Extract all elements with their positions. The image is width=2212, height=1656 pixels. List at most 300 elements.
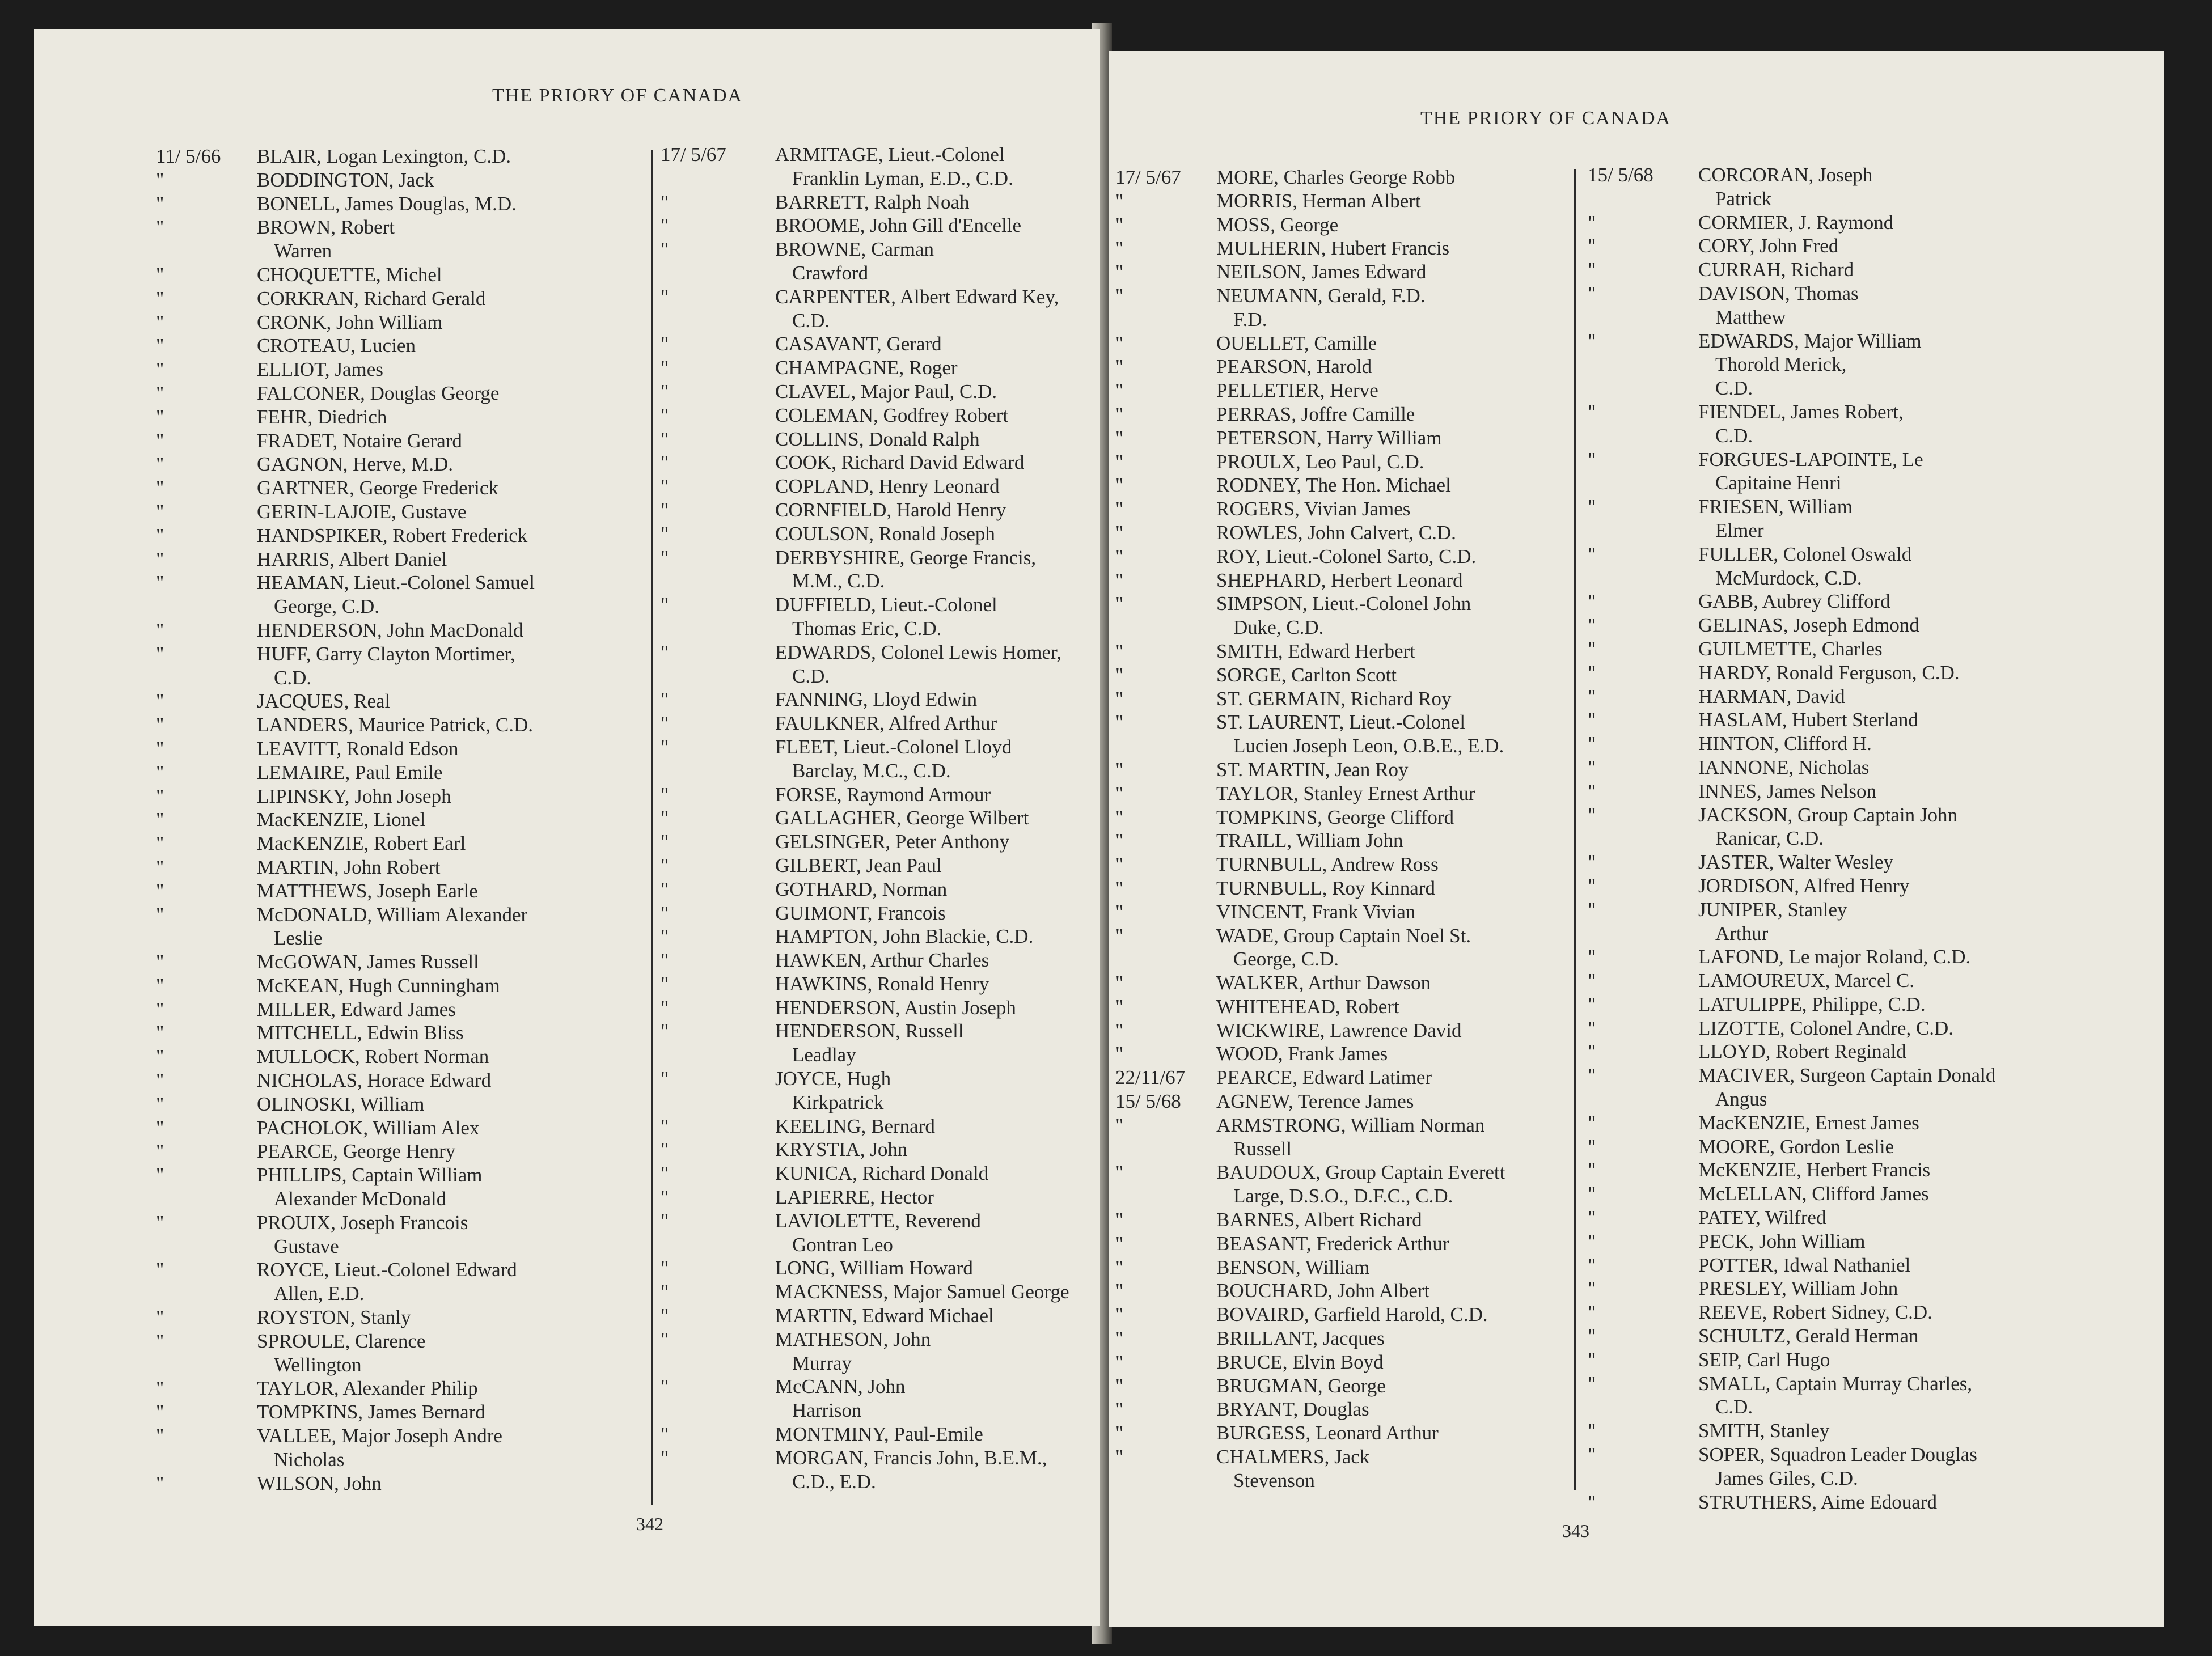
- entry-name-line: LATULIPPE, Philippe, C.D.: [1698, 993, 1926, 1015]
- entry-date: ": [156, 1401, 164, 1424]
- entry-name: [1698, 1443, 2160, 1490]
- list-item: [661, 498, 1092, 522]
- entry-name-line: LAVIOLETTE, Reverend: [775, 1209, 981, 1232]
- entry-date: ": [661, 238, 669, 261]
- entry-name: [775, 1138, 1092, 1162]
- list-item: [1588, 1040, 2160, 1064]
- list-item: [1588, 1064, 2160, 1111]
- entry-date: ": [1115, 876, 1124, 899]
- entry-date: ": [156, 951, 164, 973]
- entry-name: [257, 1092, 683, 1116]
- entry-name-line: RODNEY, The Hon. Michael: [1216, 474, 1451, 497]
- entry-name-line: CHOQUETTE, Michel: [257, 263, 442, 286]
- entry-name-line: PEARSON, Harold: [1216, 355, 1372, 378]
- entry-date: ": [1588, 543, 1596, 565]
- entry-date: ": [156, 524, 164, 547]
- entry-name: [257, 168, 683, 192]
- list-item: [661, 1138, 1092, 1162]
- entry-name-line: HAWKEN, Arthur Charles: [775, 949, 989, 972]
- list-item: [661, 522, 1092, 546]
- list-item: [1115, 829, 1609, 853]
- list-item: [661, 1422, 1092, 1446]
- list-item: [156, 879, 683, 903]
- entry-name: [1216, 782, 1609, 806]
- entry-date: ": [661, 925, 669, 948]
- list-item: [661, 1375, 1092, 1422]
- entry-date: ": [156, 263, 164, 286]
- list-item: [1588, 1158, 2160, 1182]
- entry-name-line: MORRIS, Herman Albert: [1216, 189, 1421, 212]
- entry-date: ": [1588, 685, 1596, 708]
- entry-name-line: POTTER, Idwal Nathaniel: [1698, 1253, 1911, 1276]
- entry-date: ": [156, 737, 164, 760]
- list-item: [661, 901, 1092, 925]
- entry-date: ": [1588, 495, 1596, 518]
- list-item: [156, 1400, 683, 1424]
- entry-name-line: MULLOCK, Robert Norman: [257, 1045, 489, 1068]
- entry-date: ": [661, 190, 669, 213]
- entry-name: [257, 358, 683, 382]
- entry-date: ": [1115, 521, 1124, 544]
- entry-date: ": [1588, 282, 1596, 304]
- entry-name-line: CASAVANT, Gerard: [775, 333, 942, 355]
- list-item: [156, 1329, 683, 1377]
- entry-date: ": [156, 1045, 164, 1068]
- list-item: [1588, 850, 2160, 874]
- list-item: [1588, 1135, 2160, 1159]
- entry-name-line: GELSINGER, Peter Anthony: [775, 831, 1010, 853]
- entry-name: [1698, 1490, 2160, 1514]
- list-item: [1115, 236, 1609, 260]
- entry-name: [1216, 971, 1609, 995]
- entry-name: [1698, 1064, 2160, 1111]
- list-item: [661, 711, 1092, 735]
- entry-name: [257, 571, 683, 619]
- entry-name-line: GARTNER, George Frederick: [257, 477, 498, 499]
- entry-date: ": [156, 192, 164, 215]
- list-item: [1115, 1279, 1609, 1303]
- entry-name-continuation: Kirkpatrick: [792, 1091, 884, 1113]
- entry-name: [775, 190, 1092, 214]
- list-item: [661, 641, 1092, 688]
- entry-name-line: JACQUES, Real: [257, 690, 391, 713]
- entry-name-line: MACKNESS, Major Samuel George: [775, 1281, 1069, 1303]
- entry-name-continuation: C.D., E.D.: [792, 1470, 876, 1493]
- entry-name: [1216, 403, 1609, 426]
- list-item: [156, 1211, 683, 1259]
- entry-name: [775, 830, 1092, 854]
- entry-date: ": [1115, 1113, 1124, 1136]
- entry-name: [1216, 1066, 1609, 1090]
- list-item: [1588, 637, 2160, 661]
- entry-name-continuation: Thomas Eric, C.D.: [792, 617, 942, 639]
- list-item: [1115, 1303, 1609, 1327]
- list-item: [1115, 166, 1609, 189]
- list-item: [1115, 1019, 1609, 1043]
- column-divider: [651, 150, 653, 1505]
- entry-name-line: FORSE, Raymond Armour: [775, 783, 991, 806]
- entry-name-line: GALLAGHER, George Wilbert: [775, 807, 1029, 829]
- list-item: [1588, 945, 2160, 969]
- list-item: [156, 263, 683, 287]
- entry-name: [257, 524, 683, 548]
- entry-name-continuation: Allen, E.D.: [274, 1282, 365, 1305]
- list-item: [661, 427, 1092, 451]
- entry-name-line: PRESLEY, William John: [1698, 1277, 1898, 1300]
- entry-date: ": [156, 998, 164, 1020]
- list-item: [661, 190, 1092, 214]
- entry-name-line: MOSS, George: [1216, 213, 1339, 236]
- entry-name: [775, 356, 1092, 380]
- list-item: [661, 783, 1092, 807]
- list-item: [661, 854, 1092, 878]
- entry-name-line: MacKENZIE, Ernest James: [1698, 1111, 1919, 1134]
- entry-name: [1698, 400, 2160, 448]
- list-item: [1588, 756, 2160, 780]
- entry-name-continuation: Elmer: [1715, 519, 1764, 541]
- entry-name: [257, 689, 683, 713]
- entry-name: [257, 405, 683, 429]
- entry-name: [257, 713, 683, 737]
- entry-date: ": [661, 380, 669, 403]
- list-item: [156, 974, 683, 998]
- entry-date: ": [156, 405, 164, 428]
- entry-name-line: SIMPSON, Lieut.-Colonel John: [1216, 592, 1471, 615]
- list-item: [156, 903, 683, 951]
- entry-name-line: CHAMPAGNE, Roger: [775, 357, 958, 379]
- entry-name-continuation: C.D.: [1715, 424, 1753, 447]
- entry-name: [257, 1211, 683, 1259]
- entry-name-continuation: C.D.: [1715, 1396, 1753, 1418]
- entry-name-line: LLOYD, Robert Reginald: [1698, 1040, 1906, 1063]
- list-item: [661, 948, 1092, 972]
- entry-name: [1698, 850, 2160, 874]
- entry-date: ": [156, 1140, 164, 1163]
- entry-name-continuation: Arthur: [1715, 922, 1769, 945]
- entry-name-continuation: Thorold Merick,: [1715, 353, 1847, 376]
- page-number: 342: [636, 1514, 663, 1534]
- entry-name: [1216, 758, 1609, 782]
- entry-date: ": [1115, 592, 1124, 615]
- entry-name-line: TURNBULL, Andrew Ross: [1216, 853, 1439, 876]
- entry-name-line: GUIMONT, Francois: [775, 901, 946, 924]
- list-item: [661, 1115, 1092, 1138]
- entry-name: [1216, 1042, 1609, 1066]
- entry-name: [257, 476, 683, 500]
- entry-name: [1216, 426, 1609, 450]
- entry-name: [775, 1446, 1092, 1494]
- entry-name-line: CRONK, John William: [257, 311, 443, 333]
- list-item: [1588, 211, 2160, 235]
- entry-name: [257, 334, 683, 358]
- list-item: [661, 972, 1092, 996]
- entry-name: [1698, 613, 2160, 637]
- entry-name-line: NEILSON, James Edward: [1216, 261, 1427, 283]
- entry-date: 17/ 5/67: [661, 143, 726, 166]
- list-item: [1588, 732, 2160, 756]
- entry-name-line: JACKSON, Group Captain John: [1698, 803, 1957, 826]
- entry-name-line: ST. GERMAIN, Richard Roy: [1216, 687, 1452, 710]
- list-item: [1588, 448, 2160, 495]
- list-item: [661, 404, 1092, 427]
- entry-name-continuation: Capitaine Henri: [1715, 472, 1842, 494]
- entry-name-line: FORGUES-LAPOINTE, Le: [1698, 448, 1923, 471]
- list-item: [661, 285, 1092, 333]
- list-item: [1115, 213, 1609, 237]
- entry-name-line: LIZOTTE, Colonel Andre, C.D.: [1698, 1017, 1954, 1039]
- entry-name: [1698, 495, 2160, 543]
- entry-date: ": [156, 1164, 164, 1187]
- list-item: [1588, 234, 2160, 258]
- right-page: [1109, 51, 2164, 1627]
- entry-date: ": [661, 712, 669, 735]
- entry-name-line: COPLAND, Henry Leonard: [775, 475, 1000, 498]
- entry-name: [775, 878, 1092, 901]
- list-item: [661, 143, 1092, 190]
- entry-name: [1698, 803, 2160, 851]
- entry-name-line: BRUGMAN, George: [1216, 1374, 1386, 1397]
- list-item: [1588, 1111, 2160, 1135]
- list-item: [1115, 260, 1609, 284]
- list-item: [156, 808, 683, 832]
- entry-date: ": [661, 901, 669, 924]
- list-item: [1588, 803, 2160, 851]
- entry-date: ": [661, 972, 669, 995]
- entry-name-continuation: C.D.: [1715, 377, 1753, 400]
- list-item: [1115, 1161, 1609, 1208]
- entry-name: [1216, 1090, 1609, 1113]
- entry-name-line: GILBERT, Jean Paul: [775, 854, 942, 876]
- entry-name-line: BROWN, Robert: [257, 216, 395, 239]
- entry-date: ": [661, 357, 669, 379]
- entry-date: ": [661, 1257, 669, 1280]
- entry-name-line: HEAMAN, Lieut.-Colonel Samuel: [257, 571, 535, 594]
- entry-name-line: ROYCE, Lieut.-Colonel Edward: [257, 1259, 517, 1281]
- entry-name: [257, 452, 683, 476]
- entry-date: ": [1588, 1159, 1596, 1181]
- entry-name: [1698, 969, 2160, 993]
- entry-name: [1216, 995, 1609, 1019]
- list-item: [1588, 1277, 2160, 1301]
- entry-name: [775, 806, 1092, 830]
- list-item: [1588, 780, 2160, 803]
- entry-date: ": [1115, 189, 1124, 212]
- entry-date: ": [661, 949, 669, 972]
- list-item: [1115, 853, 1609, 876]
- entry-name: [1216, 545, 1609, 569]
- entry-name: [775, 925, 1092, 948]
- entry-date: ": [156, 761, 164, 783]
- entry-date: ": [661, 807, 669, 829]
- entry-name-line: NICHOLAS, Horace Edward: [257, 1069, 492, 1092]
- entry-name: [257, 761, 683, 785]
- list-item: [156, 713, 683, 737]
- entry-name-continuation: James Giles, C.D.: [1715, 1467, 1858, 1489]
- entry-name-line: TAYLOR, Stanley Ernest Arthur: [1216, 782, 1475, 804]
- list-item: [1115, 876, 1609, 900]
- list-item: [1115, 639, 1609, 663]
- entry-name-line: TRAILL, William John: [1216, 829, 1403, 852]
- list-item: [156, 358, 683, 382]
- entry-date: ": [1588, 1230, 1596, 1252]
- list-item: [1115, 710, 1609, 758]
- entry-name-line: JUNIPER, Stanley: [1698, 898, 1847, 921]
- entry-name-line: SMITH, Edward Herbert: [1216, 639, 1415, 662]
- entry-date: ": [1588, 235, 1596, 257]
- entry-name: [1216, 1327, 1609, 1350]
- entry-date: ": [1115, 355, 1124, 378]
- left-page: [34, 29, 1100, 1626]
- entry-date: ": [1588, 1017, 1596, 1039]
- entry-date: ": [156, 216, 164, 239]
- list-item: [661, 1446, 1092, 1494]
- entry-date: ": [1588, 1253, 1596, 1276]
- entry-name: [1698, 1111, 2160, 1135]
- entry-date: ": [156, 1329, 164, 1352]
- entry-name-line: BENSON, William: [1216, 1256, 1370, 1278]
- list-item: [156, 689, 683, 713]
- entry-name: [1698, 780, 2160, 803]
- entry-name: [257, 500, 683, 524]
- list-item: [1115, 355, 1609, 379]
- entry-date: ": [1588, 709, 1596, 731]
- entry-name: [1216, 639, 1609, 663]
- entry-date: ": [1115, 1280, 1124, 1302]
- entry-name: [775, 404, 1092, 427]
- entry-name: [257, 548, 683, 571]
- list-item: [156, 1424, 683, 1472]
- entry-name: [775, 143, 1092, 190]
- entry-name-line: TURNBULL, Roy Kinnard: [1216, 876, 1435, 899]
- entry-date: ": [1588, 874, 1596, 897]
- entry-date: ": [156, 500, 164, 523]
- entry-date: ": [661, 641, 669, 663]
- entry-name-line: WILSON, John: [257, 1472, 382, 1494]
- entry-name-line: PERRAS, Joffre Camille: [1216, 403, 1415, 425]
- entry-date: ": [1115, 1350, 1124, 1373]
- list-item: [661, 735, 1092, 783]
- entry-name: [257, 1045, 683, 1069]
- list-item: [156, 548, 683, 571]
- list-item: [661, 1280, 1092, 1304]
- list-item: [1588, 1253, 2160, 1277]
- entry-name-line: MOORE, Gordon Leslie: [1698, 1135, 1894, 1158]
- list-item: [661, 332, 1092, 356]
- entry-date: ": [661, 1115, 669, 1137]
- list-item: [661, 830, 1092, 854]
- entry-name-line: SMALL, Captain Murray Charles,: [1698, 1372, 1973, 1395]
- entry-name-line: KEELING, Bernard: [775, 1115, 935, 1137]
- entry-name-line: ELLIOT, James: [257, 358, 383, 381]
- page-number: 343: [1562, 1521, 1589, 1541]
- list-item: [1588, 1206, 2160, 1230]
- list-item: [1115, 403, 1609, 426]
- entry-date: ": [156, 1116, 164, 1139]
- entry-name: [1698, 1419, 2160, 1443]
- entry-name-line: CORNFIELD, Harold Henry: [775, 498, 1006, 521]
- entry-name: [1698, 329, 2160, 400]
- page-header: THE PRIORY OF CANADA: [492, 85, 743, 106]
- list-item: [1588, 1348, 2160, 1372]
- entry-name-line: MACIVER, Surgeon Captain Donald: [1698, 1064, 1996, 1087]
- entry-name: [257, 145, 683, 168]
- entry-name: [1698, 1277, 2160, 1301]
- entry-name: [1698, 211, 2160, 235]
- entry-name-line: CROTEAU, Lucien: [257, 334, 416, 357]
- entry-date: ": [1115, 1161, 1124, 1184]
- entry-name-line: ROWLES, John Calvert, C.D.: [1216, 521, 1456, 544]
- entry-date: ": [1115, 403, 1124, 425]
- list-item: [1115, 1397, 1609, 1421]
- list-item: [1115, 1350, 1609, 1374]
- entry-name: [775, 332, 1092, 356]
- entry-date: ": [1115, 284, 1124, 307]
- entry-name-continuation: M.M., C.D.: [792, 570, 885, 592]
- entry-date: ": [156, 785, 164, 807]
- list-item: [1115, 782, 1609, 806]
- entry-name-continuation: Patrick: [1715, 187, 1772, 210]
- list-item: [1588, 282, 2160, 329]
- entry-name-line: HANDSPIKER, Robert Frederick: [257, 524, 528, 547]
- entry-name: [1216, 1256, 1609, 1280]
- entry-name-line: TAYLOR, Alexander Philip: [257, 1377, 478, 1400]
- entry-date: ": [1588, 851, 1596, 874]
- list-item: [1588, 400, 2160, 448]
- entry-name: [775, 996, 1092, 1020]
- entry-date: ": [1115, 924, 1124, 947]
- entry-name-continuation: George, C.D.: [1233, 948, 1339, 971]
- entry-name-line: HAWKINS, Ronald Henry: [775, 972, 989, 995]
- entry-name: [257, 1140, 683, 1163]
- list-item: [1115, 971, 1609, 995]
- entry-date: ": [156, 1472, 164, 1494]
- entry-date: ": [661, 1138, 669, 1161]
- entry-name: [1216, 1208, 1609, 1232]
- entry-date: ": [1115, 1374, 1124, 1397]
- entry-date: ": [661, 1209, 669, 1232]
- entry-name-line: BRILLANT, Jacques: [1216, 1327, 1385, 1350]
- entry-name: [257, 429, 683, 453]
- entry-name-line: BROWNE, Carman: [775, 238, 934, 261]
- list-item: [661, 214, 1092, 238]
- entry-name: [775, 522, 1092, 546]
- entry-name-continuation: Matthew: [1715, 306, 1786, 328]
- entry-name-line: LIPINSKY, John Joseph: [257, 785, 451, 807]
- entry-date: ": [1588, 969, 1596, 992]
- entry-name: [775, 688, 1092, 711]
- entry-name-line: CORY, John Fred: [1698, 235, 1839, 257]
- list-item: [661, 996, 1092, 1020]
- entry-date: ": [156, 808, 164, 831]
- list-item: [156, 524, 683, 548]
- entry-name-line: CURRAH, Richard: [1698, 259, 1854, 281]
- list-item: [156, 998, 683, 1022]
- entry-name: [257, 619, 683, 642]
- entry-date: ": [156, 477, 164, 499]
- entry-name-line: CORCORAN, Joseph: [1698, 164, 1873, 186]
- entry-date: ": [1588, 590, 1596, 613]
- list-item: [1588, 898, 2160, 946]
- entry-name: [775, 498, 1092, 522]
- list-item: [156, 1140, 683, 1163]
- entry-name: [1698, 282, 2160, 329]
- entry-name-line: BURGESS, Leonard Arthur: [1216, 1422, 1439, 1445]
- entry-name-line: JASTER, Walter Wesley: [1698, 851, 1894, 874]
- list-item: [661, 688, 1092, 711]
- entry-date: ": [661, 404, 669, 426]
- entry-date: ": [661, 1068, 669, 1090]
- entry-date: ": [156, 974, 164, 997]
